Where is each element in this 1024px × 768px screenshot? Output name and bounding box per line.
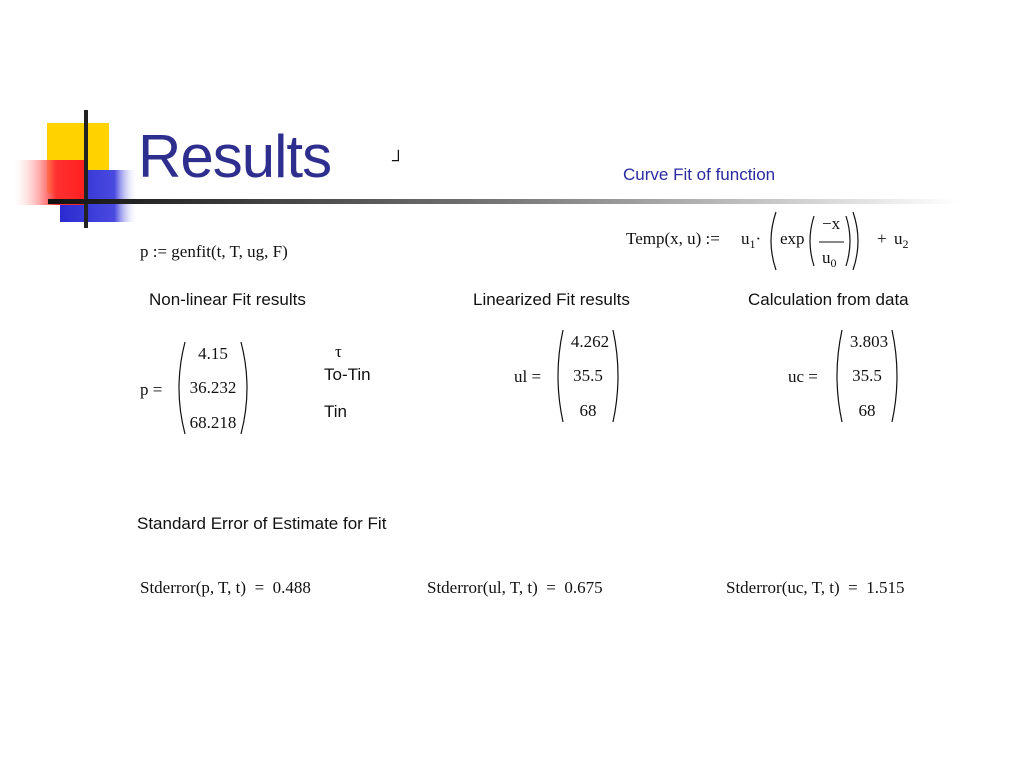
stray-mark: ┘ [392,150,405,170]
ul-value-2: 35.5 [573,366,603,385]
slide-decoration [0,0,1024,240]
function-definition [626,208,926,274]
calculation-heading: Calculation from data [748,290,909,309]
p-value-3: 68.218 [189,413,237,432]
function-plus: + [877,229,887,248]
linearized-heading: Linearized Fit results [473,290,630,309]
p-label: p = [140,380,163,399]
ul-label: ul = [514,367,542,386]
curve-fit-heading: Curve Fit of function [623,165,776,184]
uc-value-3: 68 [858,401,876,420]
p-value-2: 36.232 [189,378,237,397]
stderr-uc: Stderror(uc, T, t) = 1.515 [726,578,905,597]
annotation-tin: Tin [324,402,347,421]
stderr-heading: Standard Error of Estimate for Fit [137,514,387,533]
function-numerator: −x [822,214,841,233]
ul-value-1: 4.262 [570,332,610,351]
stderr-ul: Stderror(ul, T, t) = 0.675 [427,578,603,597]
page-title: Results [138,123,332,190]
uc-value-2: 35.5 [852,366,882,385]
function-offset: $u_2$ [894,229,909,251]
uc-matrix [832,328,902,424]
p-matrix [173,340,253,436]
function-lhs: Temp(x, u) := [626,229,720,248]
tau-symbol: τ [335,342,342,361]
annotation-to-tin: To-Tin [324,365,371,384]
stderr-p: Stderror(p, T, t) = 0.488 [140,578,311,597]
p-value-1: 4.15 [198,344,228,363]
uc-value-1: 3.803 [849,332,889,351]
genfit-expression: p := genfit(t, T, ug, F) [140,242,288,261]
function-coef: $u_1\cdot$ [741,229,762,251]
function-exp: exp [780,229,805,248]
ul-value-3: 68 [579,401,597,420]
nonlinear-heading: Non-linear Fit results [149,290,306,309]
function-denominator: $u_0$ [822,248,837,270]
decoration-graphic [0,0,1024,240]
ul-matrix [553,328,623,424]
uc-label: uc = [788,367,818,386]
